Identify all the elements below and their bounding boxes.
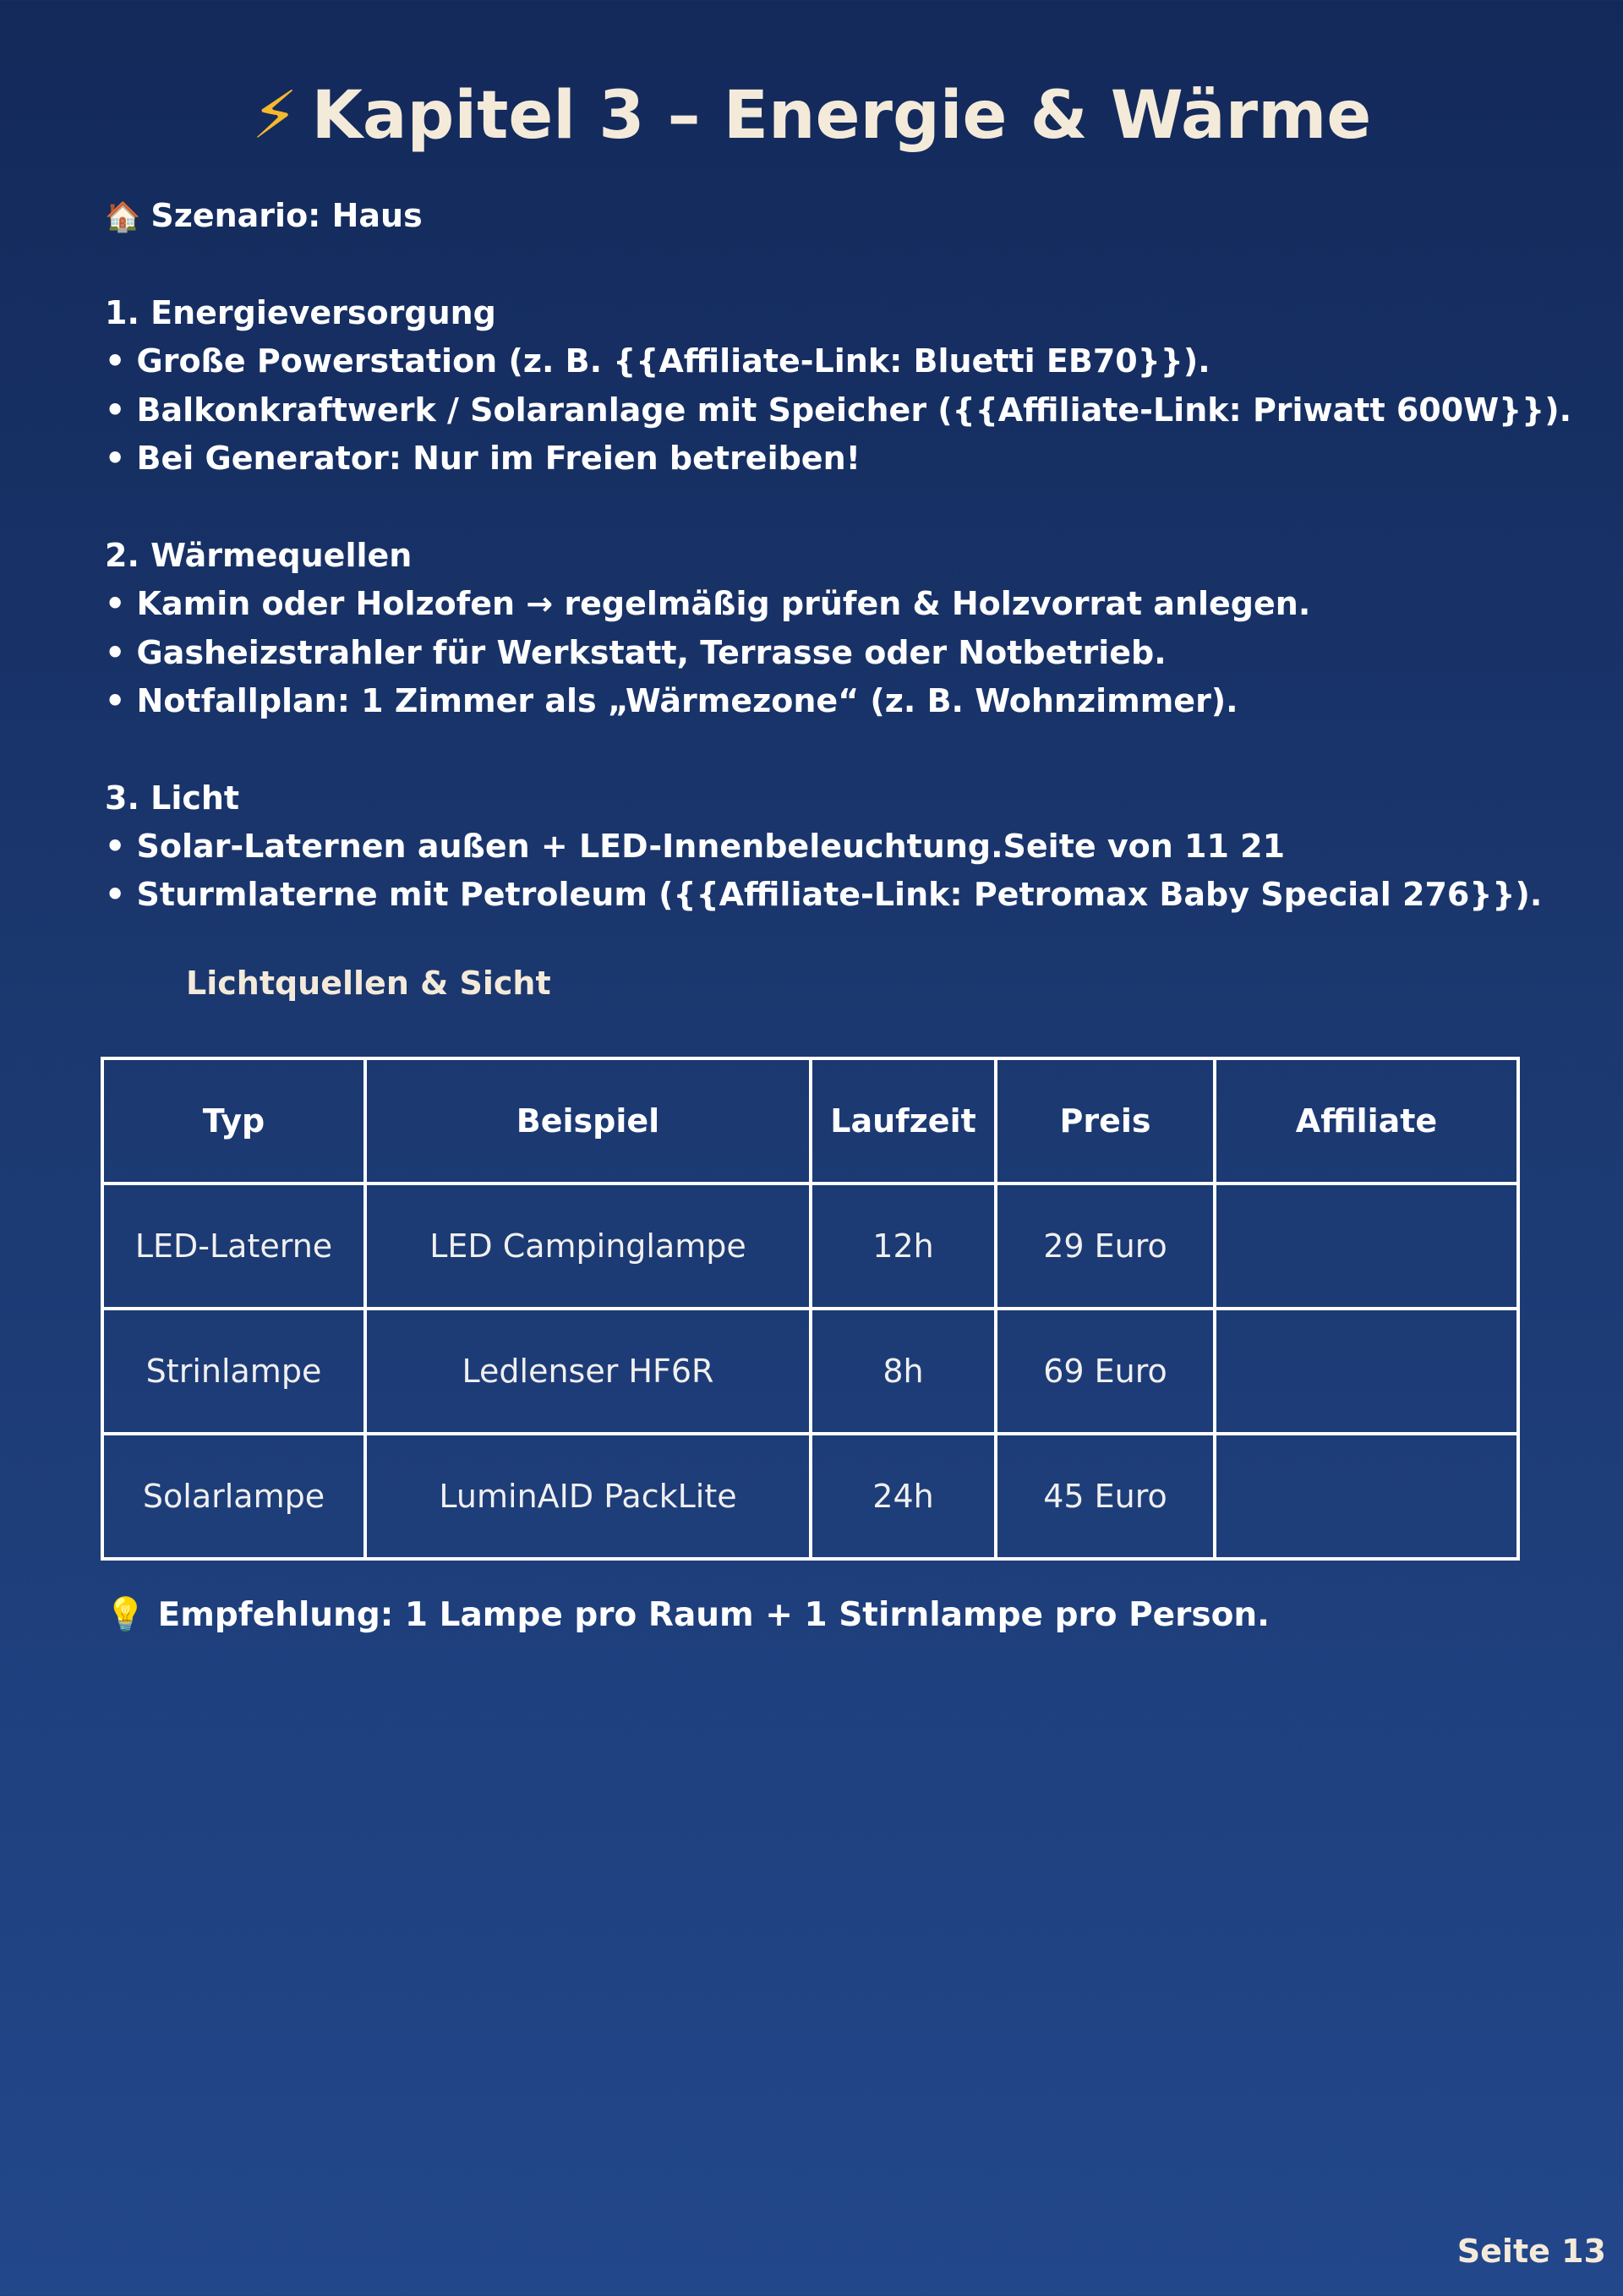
section-heading-heat: 2. Wärmequellen (105, 536, 413, 574)
cell-typ: LED-Laterne (102, 1184, 365, 1309)
list-item: • Gasheizstrahler für Werkstatt, Terrasse oder Notbetrieb. (105, 633, 1167, 671)
list-item: • Balkonkraftwerk / Solaranlage mit Speicher ({{Affiliate-Link: Priwatt 600W}}). (105, 391, 1572, 429)
table-header-row (102, 1058, 1518, 1184)
cell-typ: Solarlampe (102, 1434, 365, 1559)
house-icon: 🏠 (105, 200, 141, 234)
list-item: • Bei Generator: Nur im Freien betreiben! (105, 439, 861, 477)
cell-preis: 29 Euro (996, 1184, 1215, 1309)
table-row (102, 1434, 1518, 1559)
table-row (102, 1309, 1518, 1434)
column-header-preis: Preis (996, 1058, 1215, 1184)
list-item: • Notfallplan: 1 Zimmer als „Wärmezone“ (z. B. Wohnzimmer). (105, 681, 1238, 719)
table-caption: Lichtquellen & Sicht (186, 965, 551, 1002)
list-item: • Solar-Laternen außen + LED-Innenbeleuchtung.Seite von 11 21 (105, 828, 1286, 866)
recommendation-text: Empfehlung: 1 Lampe pro Raum + 1 Stirnlampe pro Person. (157, 1596, 1270, 1634)
cell-beispiel: LED Campinglampe (365, 1184, 811, 1309)
section-heading-light: 3. Licht (105, 779, 240, 817)
cell-laufzeit: 8h (811, 1309, 996, 1434)
recommendation (105, 1595, 1270, 1634)
list-item: • Kamin oder Holzofen → regelmäßig prüfen & Holzvorrat anlegen. (105, 585, 1311, 623)
light-sources-table (101, 1057, 1520, 1561)
cell-typ: Strinlampe (102, 1309, 365, 1434)
column-header-affiliate: Affiliate (1215, 1058, 1518, 1184)
page-title (0, 78, 1623, 154)
cell-beispiel: LuminAID PackLite (365, 1434, 811, 1559)
content-body (105, 192, 1572, 920)
lightning-bolt-icon: ⚡ (251, 78, 298, 154)
table-row (102, 1184, 1518, 1309)
scenario-label: Szenario: Haus (150, 197, 423, 234)
cell-preis: 69 Euro (996, 1309, 1215, 1434)
light-bulb-icon: 💡 (105, 1596, 146, 1634)
cell-affiliate (1215, 1309, 1518, 1434)
column-header-typ: Typ (102, 1058, 365, 1184)
list-item: • Sturmlaterne mit Petroleum ({{Affiliate-Link: Petromax Baby Special 276}}). (105, 876, 1543, 914)
cell-laufzeit: 12h (811, 1184, 996, 1309)
cell-laufzeit: 24h (811, 1434, 996, 1559)
cell-preis: 45 Euro (996, 1434, 1215, 1559)
page-title-text: Kapitel 3 – Energie & Wärme (311, 78, 1372, 154)
cell-beispiel: Ledlenser HF6R (365, 1309, 811, 1434)
list-item: • Große Powerstation (z. B. {{Affiliate-Link: Bluetti EB70}}). (105, 342, 1210, 380)
cell-affiliate (1215, 1184, 1518, 1309)
scenario-line (105, 192, 1542, 240)
section-heading-energy: 1. Energieversorgung (105, 293, 496, 331)
column-header-laufzeit: Laufzeit (811, 1058, 996, 1184)
cell-affiliate (1215, 1434, 1518, 1559)
column-header-beispiel: Beispiel (365, 1058, 811, 1184)
page-number: Seite 13 (1456, 2233, 1606, 2270)
